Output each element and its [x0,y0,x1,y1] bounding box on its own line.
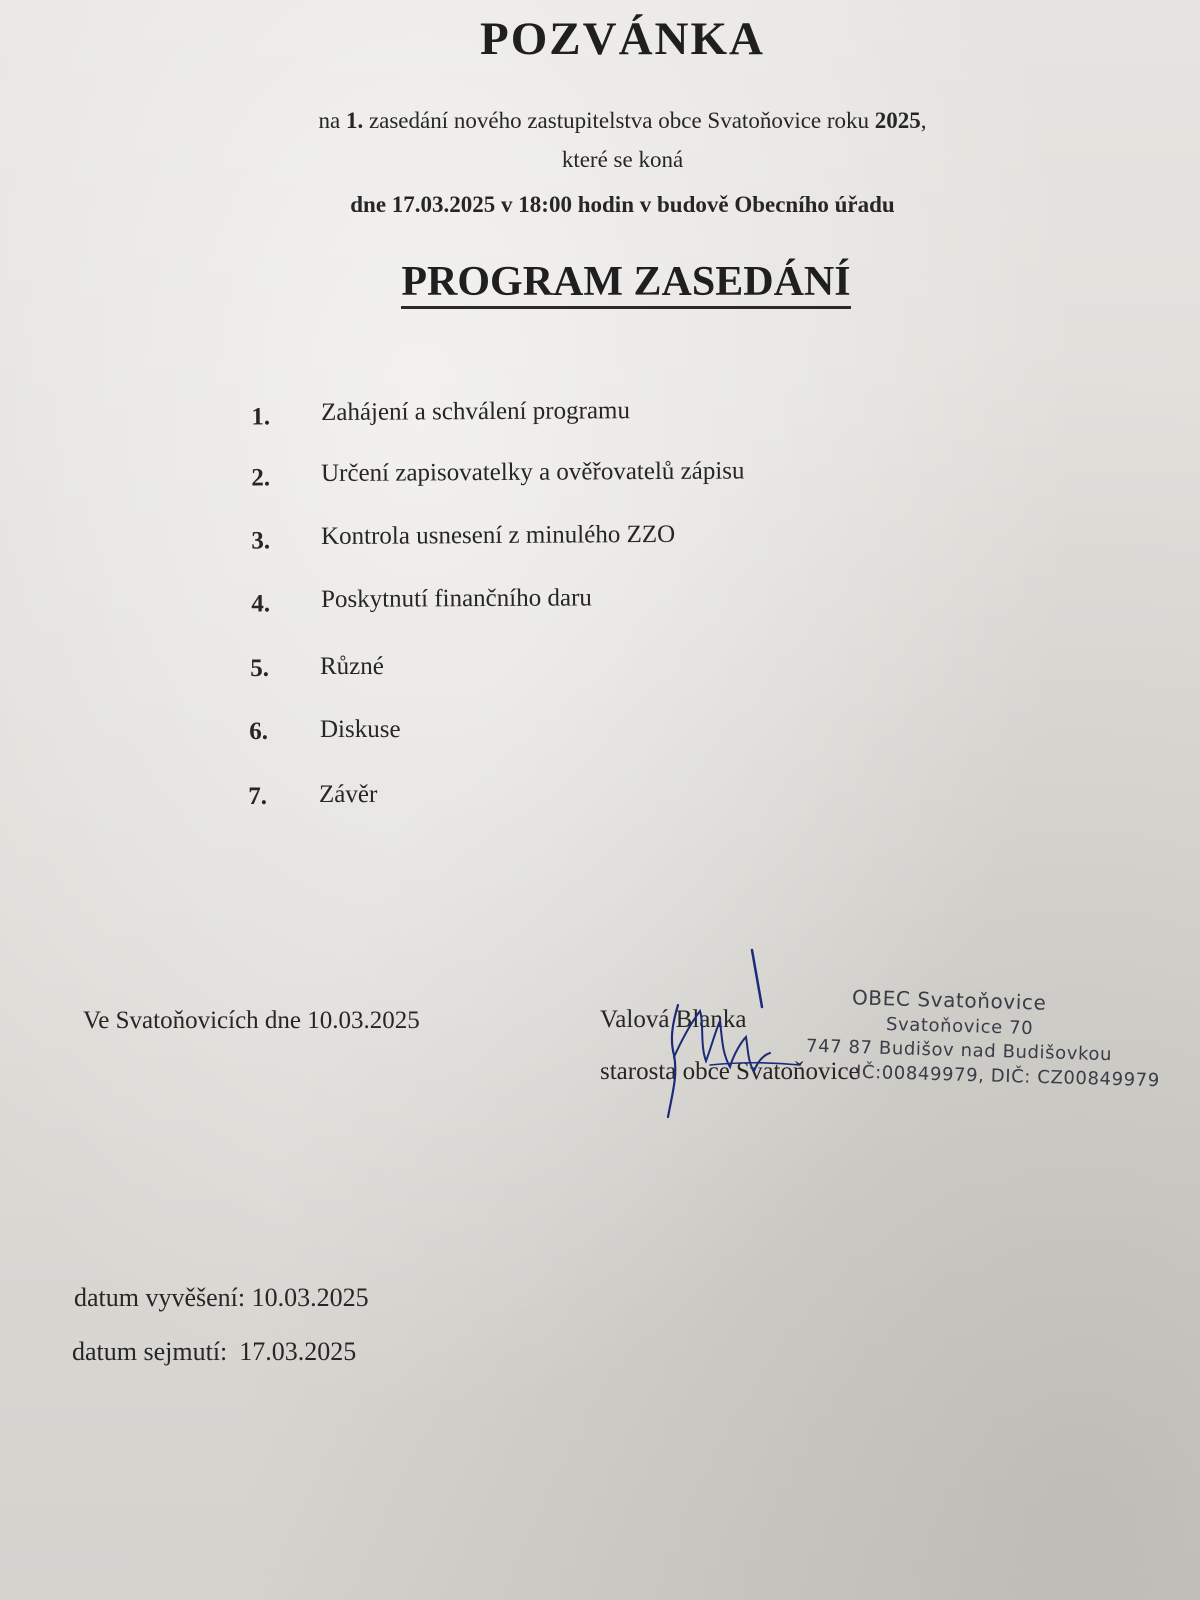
agenda-item-text: Kontrola usnesení z minulého ZZO [320,520,676,551]
stamp-line-2: Svatoňovice 70 [885,1013,1034,1040]
agenda-item-text: Zahájení a schválení programu [320,397,631,427]
agenda-item-number: 3. [251,527,271,555]
removed-date: datum sejmutí: 17.03.2025 [72,1337,357,1366]
agenda-item-number: 6. [249,718,268,745]
invitation-line-2: které se koná [561,147,684,172]
signer-name: Valová Blanka [600,1006,747,1033]
stamp-line-4: IČ:00849979, DIČ: CZ00849979 [855,1061,1161,1092]
agenda-item-text: Poskytnutí finančního daru [320,584,592,614]
signer-role: starosta obce Svatoňovice [600,1058,860,1085]
stamp-line-1: OBEC Svatoňovice [851,985,1047,1015]
invitation-line-1: na 1. zasedání nového zastupitelstva obce Svatoňovice roku 2025, [318,108,927,133]
agenda-item-text: Závěr [319,781,378,808]
stamp-line-3: 747 87 Budišov nad Budišovkou [805,1035,1113,1066]
agenda-item-number: 1. [251,403,271,431]
agenda-item-text: Různé [320,653,384,680]
place-and-date: Ve Svatoňovicích dne 10.03.2025 [83,1007,420,1034]
posted-date: datum vyvěšení: 10.03.2025 [74,1283,369,1312]
meeting-date-line: dne 17.03.2025 v 18:00 hodin v budově Obecního úřadu [350,192,895,217]
agenda-item-text: Diskuse [320,716,401,743]
agenda-item-number: 7. [248,783,267,810]
handwritten-signature-icon [650,945,830,1125]
agenda-item-number: 2. [251,464,271,492]
agenda-item-text: Určení zapisovatelky a ověřovatelů zápisu [320,457,745,488]
program-title: PROGRAM ZASEDÁNÍ [0,258,1200,306]
agenda-item-number: 5. [250,655,269,682]
agenda-item-number: 4. [251,590,271,618]
document-title: POZVÁNKA [480,13,765,65]
